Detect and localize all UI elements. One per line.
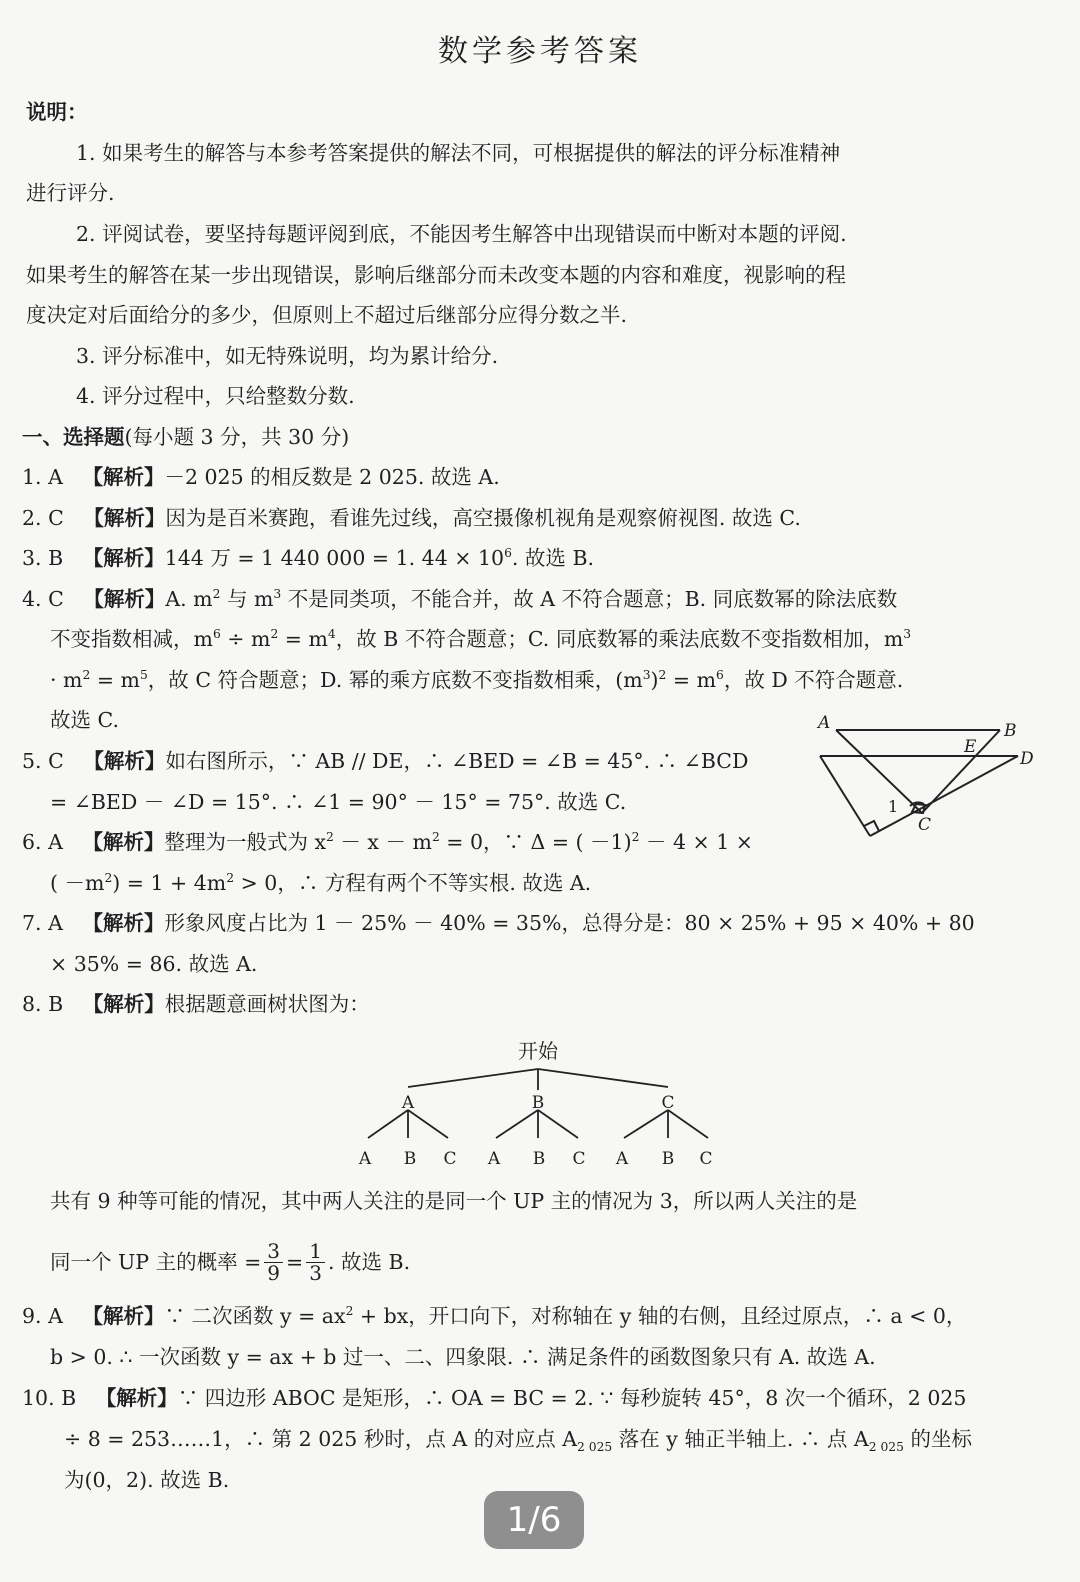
answer-text: 同一个 UP 主的概率 = [50,1249,262,1274]
note-2-line-2: 如果考生的解答在某一步出现错误，影响后继部分而未改变本题的内容和难度，视影响的程 [26,263,846,287]
answer-text: － x － m [333,830,432,854]
answer-4-line-1 [22,587,897,612]
branch-root-a [408,1069,538,1087]
answer-text: > 0，∴ 方程有两个不等实根. 故选 A. [234,871,592,895]
note-1-line-1: 1. 如果考生的解答与本参考答案提供的解法不同，可根据提供的解法的评分标准精神 [76,141,841,165]
tree-leaf: B [532,1149,546,1169]
tree-leaf: A [487,1149,501,1169]
exponent: 2 [270,627,279,642]
branch-root-c [538,1069,668,1087]
answer-text: + bx，开口向下，对称轴在 y 轴的右侧，且经过原点，∴ a < 0， [353,1304,967,1328]
note-4: 4. 评分过程中，只给整数分数. [76,384,355,408]
tree-node-b: B [531,1093,545,1113]
page-title: 数学参考答案 [438,34,642,69]
answer-text: 144 万 = 1 440 000 = 1. 44 × 10 [164,546,505,570]
exponent: 2 [326,830,334,845]
tree-leaf: B [403,1149,417,1169]
answer-4-line-2 [50,627,911,652]
answer-text: A. m [165,587,213,611]
answer-5-line-2: = ∠BED － ∠D = 15°. ∴ ∠1 = 90° － 15° = 75°. 故选 C. [50,790,627,814]
answer-text: 与 m [220,587,274,611]
answer-num: 1. A [22,465,63,489]
triangle-left-side [820,756,870,836]
fraction-1-3 [306,1238,325,1285]
answer-num: 7. A [22,911,63,935]
answer-7-line-1 [22,911,975,936]
label-angle-1: 1 [888,797,899,816]
analysis-tag: 【解析】 [82,1304,165,1328]
answer-6-line-2 [50,871,591,896]
note-3: 3. 评分标准中，如无特殊说明，均为累计给分. [76,344,499,368]
notes-heading: 说明： [26,100,88,124]
exponent: 4 [327,627,336,642]
tree-leaf: C [699,1149,713,1169]
answer-text: 整理为一般式为 x [164,830,327,854]
answer-text: = m [278,627,328,651]
exponent: 3 [273,587,282,602]
answer-text: 形象风度占比为 1 － 25% － 40% = 35%，总得分是：80 × 25% + 95 × 40% + 80 [164,911,975,935]
answer-num: 4. C [22,587,64,611]
answer-text: 的坐标 [903,1427,972,1451]
branch-b-a [496,1110,538,1138]
answer-num: 6. A [22,830,63,854]
branch-a-a [368,1110,408,1138]
exponent: 2 [82,668,91,683]
tree-leaf: C [443,1149,457,1169]
branch-b-c [538,1110,578,1138]
answer-text: ( －m [50,871,105,895]
answer-7-line-2: × 35% = 86. 故选 A. [50,952,258,976]
answer-text: 如右图所示，∵ AB // DE，∴ ∠BED = ∠B = 45°. ∴ ∠BCD [165,749,749,773]
analysis-tag: 【解析】 [95,1386,178,1410]
fraction-3-9 [264,1238,283,1285]
answer-text: ) [650,668,659,692]
triangle-hypotenuse [870,756,1018,836]
answer-9-line-2: b > 0. ∴ 一次函数 y = ax + b 过一、二、四象限. ∴ 满足条件的函数图象只有 A. 故选 A. [50,1345,876,1369]
denominator: 3 [309,1260,322,1285]
answer-4-line-3 [50,668,903,693]
analysis-tag: 【解析】 [82,830,165,854]
label-a: A [818,713,831,733]
answer-text: . 故选 B. [511,546,595,570]
answer-8-line-2: 共有 9 种等可能的情况，其中两人关注的是同一个 UP 主的情况为 3，所以两人关注的是 [50,1189,858,1213]
exponent: 2 [104,871,113,886]
exponent: 6 [504,546,512,561]
answer-text: ∵ 二次函数 y = ax [164,1304,346,1328]
tree-leaf: B [661,1149,675,1169]
exponent: 5 [139,668,148,683]
answer-text: ÷ m [220,627,271,651]
answer-text: 根据题意画树状图为： [164,992,370,1016]
branch-a-c [408,1110,448,1138]
tree-diagram [350,1032,730,1174]
label-c: C [918,815,932,835]
answer-1 [22,465,500,490]
subscript: 2 025 [577,1440,613,1455]
exponent: 6 [716,668,724,683]
answer-text: ，故 B 不符合题意；C. 同底数幂的乘法底数不变指数相加，m [335,627,904,651]
answer-num: 5. C [22,749,64,773]
note-2-line-3: 度决定对后面给分的多少，但原则上不超过后继部分应得分数之半. [26,303,628,327]
answer-10-line-1 [22,1386,966,1411]
answer-text: － 4 × 1 × [639,830,753,854]
answer-num: 2. C [22,506,64,530]
answer-4-line-4: 故选 C. [50,708,119,732]
tree-leaf: A [358,1149,372,1169]
analysis-tag: 【解析】 [82,465,165,489]
answer-10-line-3: 为(0，2). 故选 B. [64,1468,230,1492]
tree-node-c: C [661,1093,675,1113]
note-2-line-1: 2. 评阅试卷，要坚持每题评阅到底，不能因考生解答中出现错误而中断对本题的评阅. [76,222,847,246]
denominator: 9 [267,1260,281,1285]
exponent: 3 [903,627,912,642]
answer-text: = m [90,668,140,692]
equals-sign: = [286,1249,304,1274]
numerator: 1 [306,1241,325,1263]
section-subtitle: (每小题 3 分，共 30 分) [124,425,350,449]
answer-10-line-2 [64,1427,972,1455]
answer-num: 8. B [22,992,64,1016]
answer-text: = m [666,668,717,692]
page-indicator: 1/6 [484,1491,584,1549]
answer-text: ) = 1 + 4m [112,871,227,895]
exponent: 2 [212,587,221,602]
section-heading [22,425,349,450]
exponent: 3 [642,668,651,683]
exponent: 2 [631,830,640,845]
subscript: 2 025 [868,1440,904,1455]
answer-5-line-1 [22,749,748,774]
answer-3 [22,546,594,571]
tree-node-a: A [401,1093,415,1113]
exponent: 2 [345,1304,354,1319]
branch-c-a [624,1110,668,1138]
analysis-tag: 【解析】 [82,911,165,935]
label-e: E [964,737,977,757]
answer-text: ∵ 四边形 ABOC 是矩形，∴ OA = BC = 2. ∵ 每秒旋转 45°，8 次一个循环，2 025 [177,1386,967,1410]
answer-8-line-3 [50,1234,410,1290]
geometry-figure [812,708,1044,848]
analysis-tag: 【解析】 [83,506,166,530]
tree-leaf: C [572,1149,586,1169]
answer-text: = 0，∵ Δ = ( －1) [439,830,632,854]
exponent: 2 [658,668,667,683]
answer-text: ÷ 8 = 253……1，∴ 第 2 025 秒时，点 A 的对应点 A [64,1427,578,1451]
analysis-tag: 【解析】 [82,992,165,1016]
tree-leaf: A [615,1149,629,1169]
exponent: 6 [212,627,221,642]
answer-text: 不是同类项，不能合并，故 A 不符合题意；B. 同底数幂的除法底数 [281,587,898,611]
answer-9-line-1 [22,1304,966,1329]
answer-text: ，故 C 符合题意；D. 幂的乘方底数不变指数相乘，(m [147,668,643,692]
note-1-line-2: 进行评分. [26,181,115,205]
answer-6-line-1 [22,830,753,855]
answer-text: 落在 y 轴正半轴上. ∴ 点 A [612,1427,869,1451]
label-b: B [1004,721,1017,741]
answer-8-line-1 [22,992,370,1017]
answer-num: 10. B [22,1386,77,1410]
answer-text: 不变指数相减，m [50,627,213,651]
answer-text: －2 025 的相反数是 2 025. 故选 A. [164,465,500,489]
answer-text: . 故选 B. [327,1249,411,1274]
answer-text: ，故 D 不符合题意. [723,668,904,692]
label-d: D [1020,749,1034,769]
analysis-tag: 【解析】 [83,749,166,773]
numerator: 3 [264,1241,283,1263]
tree-root: 开始 [518,1039,558,1063]
section-title: 一、选择题 [22,425,125,449]
branch-c-c [668,1110,708,1138]
answer-2 [22,506,801,531]
answer-text: 因为是百米赛跑，看谁先过线，高空摄像机视角是观察俯视图. 故选 C. [165,506,801,530]
answer-num: 9. A [22,1304,63,1328]
analysis-tag: 【解析】 [82,546,165,570]
answer-text: · m [50,668,83,692]
analysis-tag: 【解析】 [83,587,166,611]
exponent: 2 [226,871,235,886]
exponent: 2 [431,830,440,845]
answer-num: 3. B [22,546,64,570]
